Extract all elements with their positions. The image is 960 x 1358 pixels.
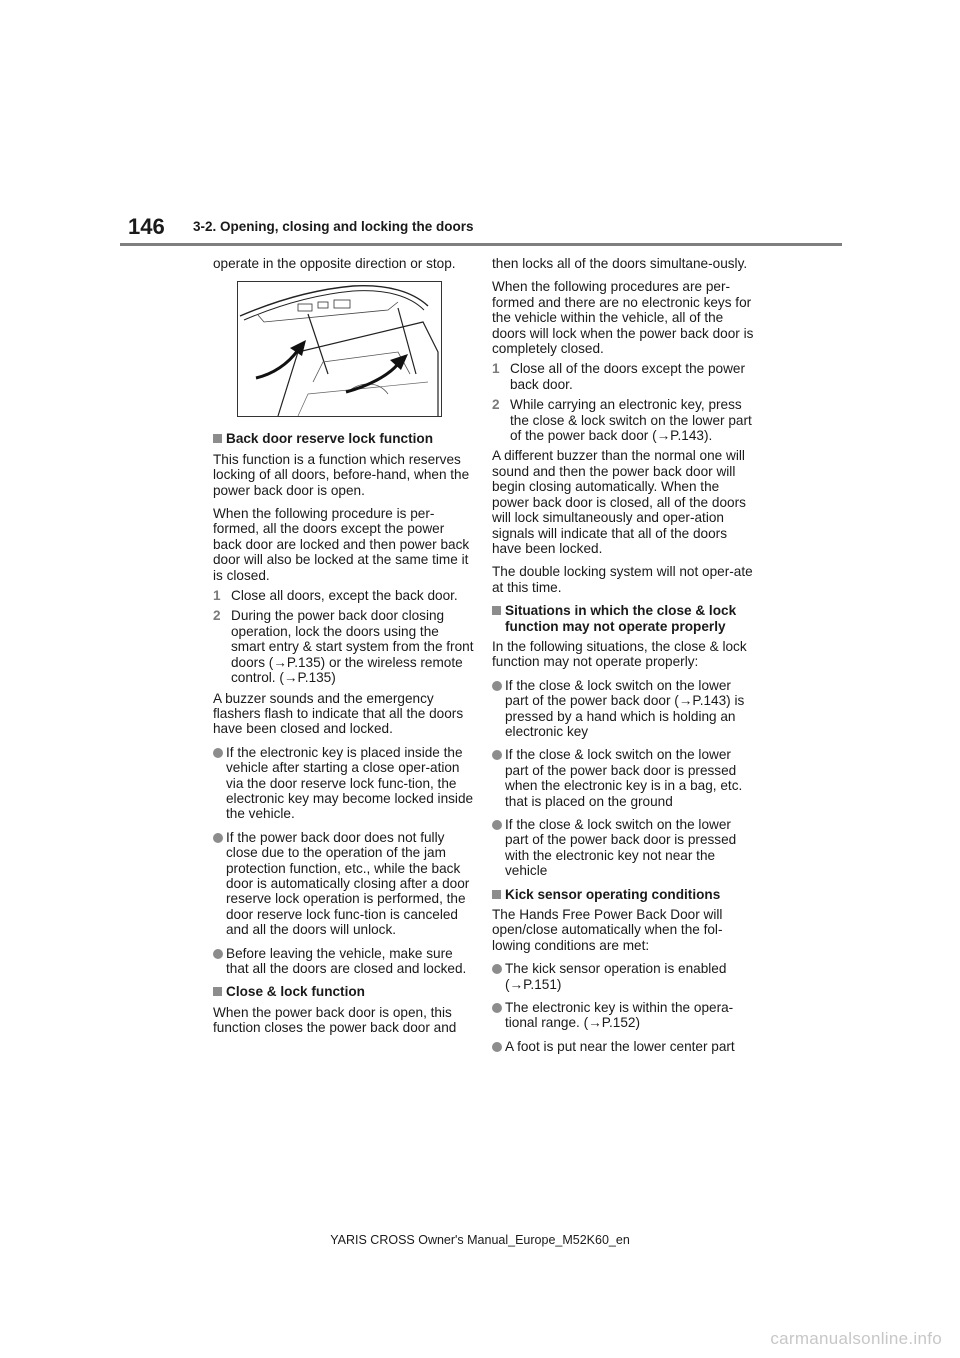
intro-text: operate in the opposite direction or stop. (213, 256, 456, 271)
reserve-para-1: This function is a function which reserves locking of all doors, before-hand, when the power back door is open. (213, 451, 470, 498)
close-lock-heading: Close & lock function (213, 984, 475, 999)
kick-sensor-heading: Kick sensor operating conditions (492, 887, 754, 902)
bullet-dot-icon (492, 1042, 502, 1052)
close-lock-cont-para-4: The double locking system will not oper-ate at this time. (492, 564, 753, 595)
watermark: carmanualsonline.info (770, 1329, 942, 1348)
bullet-dot-icon (492, 964, 502, 974)
kick-bullet-2: The electronic key is within the opera-tional range. (→P.152) (492, 1000, 754, 1031)
close-lock-step-2: 2 While carrying an electronic key, press the close & lock switch on the lower part of the power back door (→P.143). (492, 397, 752, 444)
situations-bullet-1: If the close & lock switch on the lower part of the power back door (→P.143) is pressed by a hand which is holding an electronic key (492, 678, 754, 740)
bullet-dot-icon (213, 949, 223, 959)
section-square-icon (492, 890, 501, 899)
section-square-icon (213, 434, 222, 443)
reserve-bullet-1: If the electronic key is placed inside the vehicle after starting a close oper-ation via the door reserve lock func-tion, the electronic key may become locked inside the vehicle. (213, 745, 475, 822)
situations-heading: Situations in which the close & lock function may not operate properly (492, 603, 754, 634)
back-door-illustration (237, 281, 442, 417)
section-square-icon (213, 987, 222, 996)
kick-para-1: The Hands Free Power Back Door will open/close automatically when the fol-lowing conditions are met: (492, 907, 723, 953)
reserve-lock-heading: Back door reserve lock function (213, 431, 475, 446)
close-lock-para-1: When the power back door is open, this function closes the power back door and (213, 1004, 457, 1036)
reserve-bullet-3: Before leaving the vehicle, make sure that all the doors are closed and locked. (213, 946, 475, 977)
kick-bullet-3: A foot is put near the lower center part (492, 1039, 754, 1054)
bullet-dot-icon (492, 1003, 502, 1013)
bullet-dot-icon (492, 750, 502, 760)
page-number: 146 (128, 214, 165, 239)
bullet-dot-icon (213, 748, 223, 758)
bullet-dot-icon (492, 820, 502, 830)
situations-bullet-2: If the close & lock switch on the lower part of the power back door is pressed when the electronic key is in a bag, etc. that is placed on the ground (492, 747, 754, 809)
section-title: 3-2. Opening, closing and locking the doors (193, 219, 474, 234)
kick-bullet-1: The kick sensor operation is enabled (→P.151) (492, 961, 754, 992)
reserve-para-3: A buzzer sounds and the emergency flashers flash to indicate that all the doors have been closed and locked. (213, 690, 464, 737)
situations-bullet-3: If the close & lock switch on the lower part of the power back door is pressed with the electronic key not near the vehicle (492, 817, 754, 879)
page-footer: YARIS CROSS Owner's Manual_Europe_M52K60_en (330, 1233, 630, 1247)
bullet-dot-icon (213, 833, 223, 843)
close-lock-cont-para-3: A different buzzer than the normal one will sound and then the power back door will begin closing automatically. When the power back door is closed, all of the doors will lock simultaneously and oper-ation signals will indicate that all of the doors have been locked. (492, 448, 746, 556)
section-square-icon (492, 606, 501, 615)
situations-para-1: In the following situations, the close & lock function may not operate properly: (492, 638, 747, 670)
reserve-step-2: 2 During the power back door closing operation, lock the doors using the smart entry & start system from the front doors (→P.135) or the wireless remote control. (→P.135) (213, 608, 474, 686)
reserve-step-1: 1 Close all doors, except the back door. (213, 588, 458, 604)
close-lock-cont-para-1: then locks all of the doors simultane-ously. (492, 256, 748, 271)
right-column (492, 256, 754, 1062)
bullet-dot-icon (492, 681, 502, 691)
reserve-para-2: When the following procedure is per-formed, all the doors except the power back door are locked and then power back door will also be locked at the same time it is closed. (213, 506, 470, 583)
close-lock-cont-para-2: When the following procedures are per-formed and there are no electronic keys for the vehicle within the vehicle, all of the doors will lock when the power back door is completely closed. (492, 279, 754, 357)
reserve-bullet-2: If the power back door does not fully close due to the operation of the jam protection function, etc., while the back door is automatically closing after a door reserve lock operation is performed, the door reserve lock func-tion is canceled and all the doors will unlock. (213, 830, 475, 938)
left-column (213, 256, 475, 1044)
close-lock-step-1: 1 Close all of the doors except the power back door. (492, 361, 746, 392)
header-rule (120, 243, 842, 246)
